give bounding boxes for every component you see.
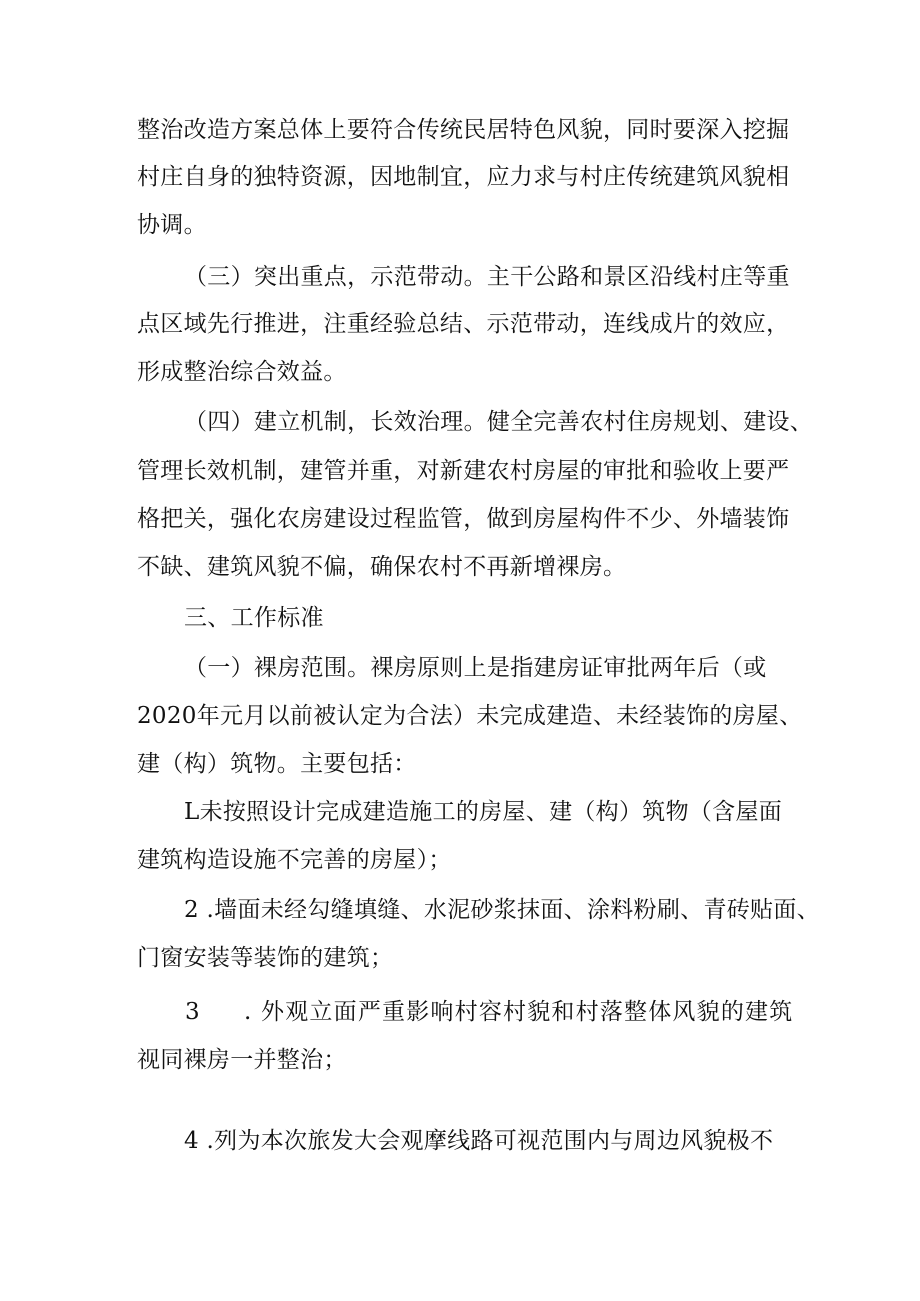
list-item-1: L未按照设计完成建造施工的房屋、建（构）筑物（含屋面 [184, 799, 783, 825]
body-text-line: 不缺、建筑风貌不偏，确保农村不再新增裸房。 [137, 554, 627, 580]
section-heading-three: （三）突出重点，示范带动。主干公路和景区沿线村庄等重 [184, 264, 790, 290]
body-text-line: 建（构）筑物。主要包括： [137, 751, 417, 777]
section-heading-one: （一）裸房范围。裸房原则上是指建房证审批两年后（或 [184, 655, 767, 681]
body-text-line: 村庄自身的独特资源，因地制宜，应力求与村庄传统建筑风貌相 [137, 164, 790, 190]
body-text-line: 协调。 [137, 212, 207, 238]
body-text-line: 视同裸房一并整治； [137, 1047, 347, 1073]
list-item-3-number: 3 [185, 999, 200, 1025]
body-text-line: 管理长效机制，建管并重，对新建农村房屋的审批和验收上要严 [137, 458, 790, 484]
section-heading-four: （四）建立机制，长效治理。健全完善农村住房规划、建设、 [184, 409, 814, 435]
chapter-heading: 三、工作标准 [184, 605, 324, 631]
list-item-2: 2 .墙面未经勾缝填缝、水泥砂浆抹面、涂料粉刷、青砖贴面、 [184, 897, 820, 923]
body-text-line: 点区域先行推进，注重经验总结、示范带动，连线成片的效应， [137, 311, 790, 337]
body-text-line: 门窗安装等装饰的建筑； [137, 945, 394, 971]
body-text-line: 2020年元月以前被认定为合法）未完成建造、未经装饰的房屋、 [137, 703, 803, 729]
body-text-line: 整治改造方案总体上要符合传统民居特色风貌，同时要深入挖掘 [137, 117, 790, 143]
list-item-4: 4 .列为本次旅发大会观摩线路可视范围内与周边风貌极不 [184, 1128, 774, 1154]
body-text-line: 形成整治综合效益。 [137, 359, 347, 385]
list-item-3-text: . 外观立面严重影响村容村貌和村落整体风貌的建筑 [244, 999, 794, 1025]
body-text-line: 建筑构造设施不完善的房屋）； [137, 847, 452, 873]
body-text-line: 格把关，强化农房建设过程监管，做到房屋构件不少、外墙装饰 [137, 506, 790, 532]
